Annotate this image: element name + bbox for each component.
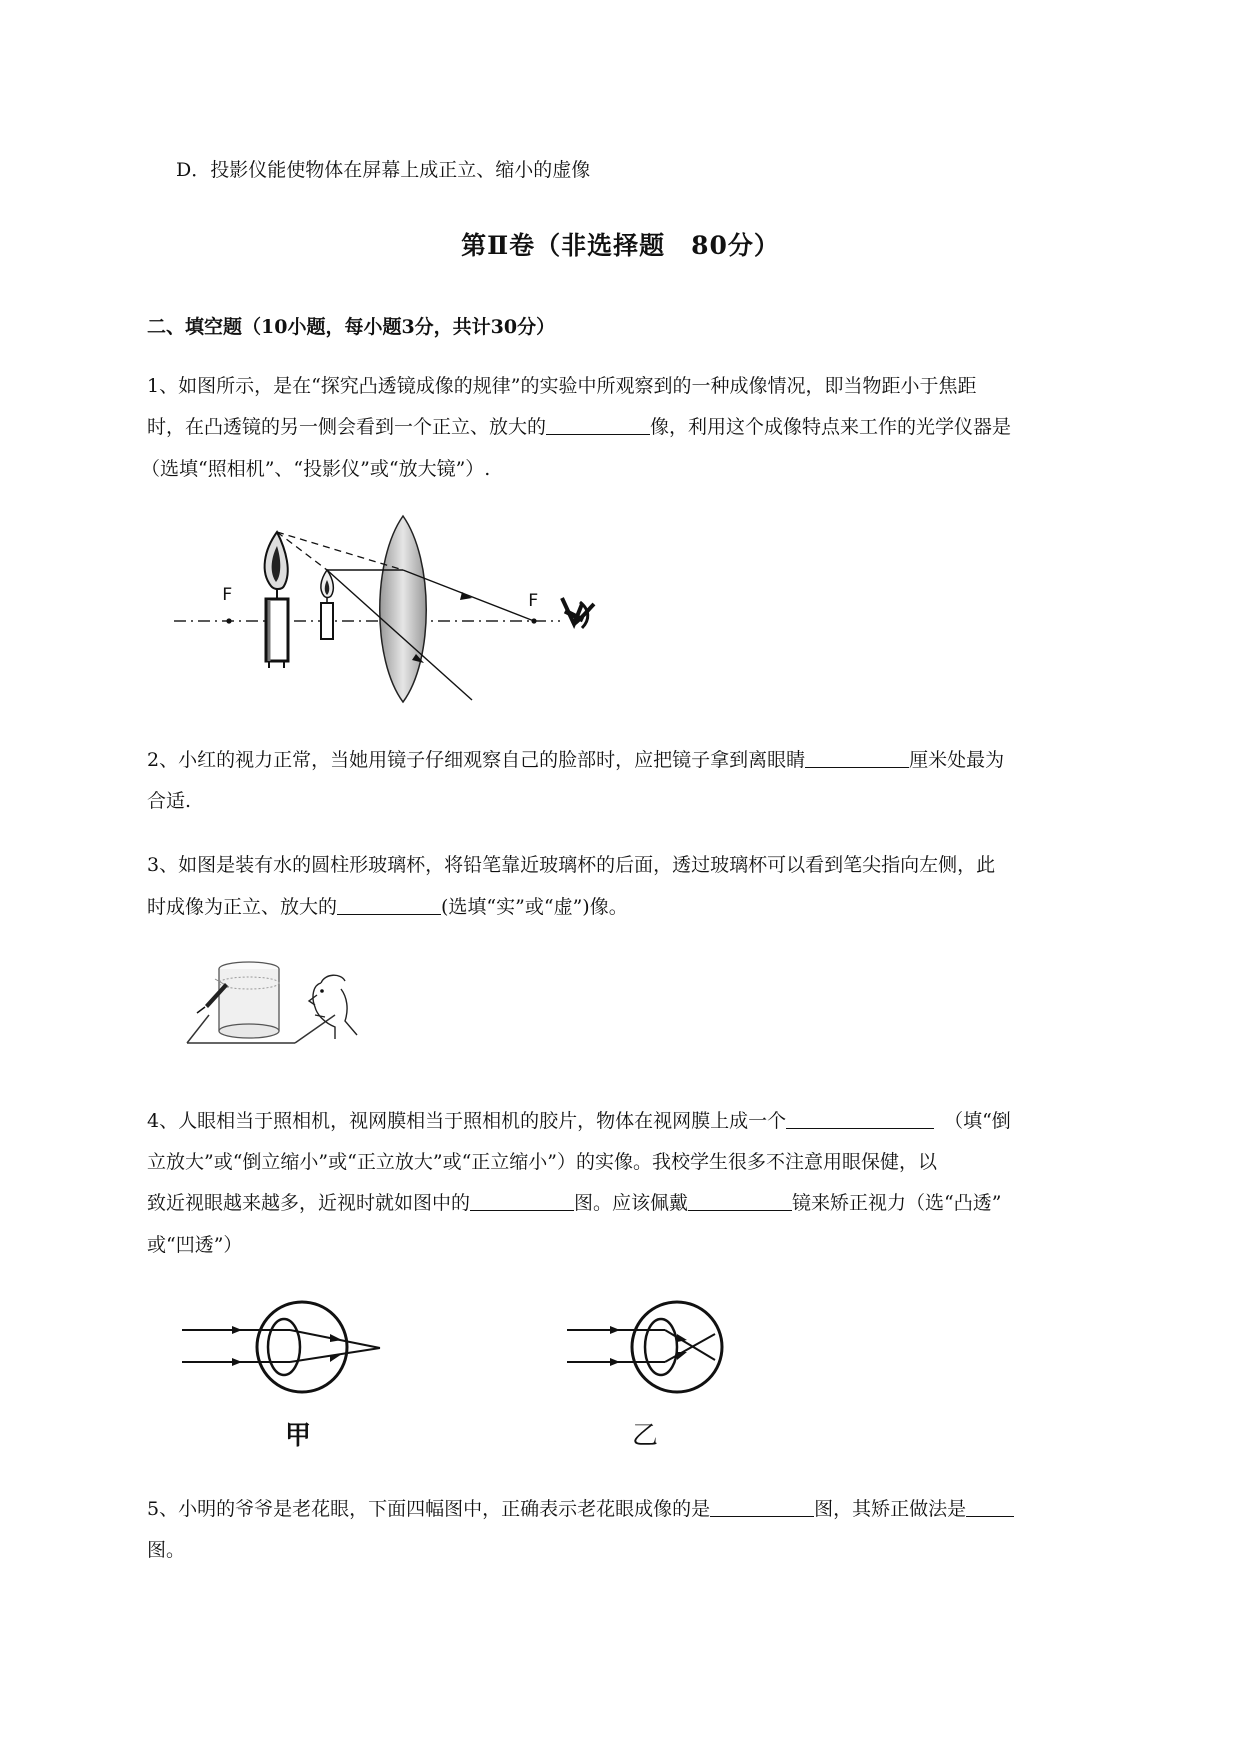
q4-line2: 立放大”或“倒立缩小”或“正立放大”或“正立缩小”）的实像。我校学生很多不注意用眼保健，以 (147, 1151, 937, 1173)
q2-line1 (147, 740, 1004, 781)
section-heading: 二、填空题（10小题，每小题3分，共计30分） (147, 316, 556, 338)
q5-blank-2[interactable] (966, 1492, 1014, 1517)
q4-line4: 或“凹透”） (147, 1234, 243, 1256)
eye-diagram-jia (180, 1290, 395, 1410)
q4-text-d: 图。应该佩戴 (574, 1192, 689, 1214)
section-title: 第Ⅱ卷（非选择题 80分） (461, 231, 780, 260)
prev-option-d: D．投影仪能使物体在屏幕上成正立、缩小的虚像 (176, 159, 591, 181)
convex-lens-figure (170, 520, 610, 705)
q3-line1: 3、如图是装有水的圆柱形玻璃杯，将铅笔靠近玻璃杯的后面，透过玻璃杯可以看到笔尖指向左侧，此 (147, 854, 996, 876)
focal-label-right: F (528, 591, 539, 611)
q4-text-e: 镜来矫正视力（选“凸透” (792, 1192, 1002, 1214)
label-yi: 乙 (632, 1421, 659, 1451)
q1-line1: 1、如图所示，是在“探究凸透镜成像的规律”的实验中所观察到的一种成像情况，即当物距小于焦距 (147, 375, 977, 397)
focal-label-left: F (222, 585, 233, 605)
q1-text-b: 像，利用这个成像特点来工作的光学仪器是 (650, 416, 1012, 438)
q5-line1 (147, 1489, 1014, 1530)
q4-text-c: 致近视眼越来越多，近视时就如图中的 (147, 1192, 471, 1214)
glass-pencil-figure (185, 955, 385, 1055)
q4-blank-2[interactable] (470, 1186, 574, 1211)
q5-text-b: 图，其矫正做法是 (814, 1498, 967, 1520)
q5-text-a: 5、小明的爷爷是老花眼，下面四幅图中，正确表示老花眼成像的是 (147, 1498, 711, 1520)
eye-diagram-yi (565, 1290, 745, 1410)
q2-blank[interactable] (805, 743, 909, 768)
q4-blank-1[interactable] (786, 1104, 934, 1129)
label-jia: 甲 (285, 1421, 312, 1451)
q4-blank-3[interactable] (688, 1186, 792, 1211)
q5-blank-1[interactable] (710, 1492, 814, 1517)
q5-line2: 图。 (147, 1539, 186, 1561)
q4-text-b: （填“倒 (944, 1110, 1011, 1132)
q2-line2: 合适. (147, 790, 192, 812)
q3-text-b: (选填“实”或“虚”)像。 (441, 896, 628, 918)
q4-text-a: 4、人眼相当于照相机，视网膜相当于照相机的胶片，物体在视网膜上成一个 (147, 1110, 787, 1132)
q3-blank[interactable] (337, 890, 441, 915)
q4-line1 (147, 1101, 1011, 1142)
q2-text-b: 厘米处最为 (909, 749, 1005, 771)
q1-blank[interactable] (546, 410, 650, 435)
q1-text-a: 时，在凸透镜的另一侧会看到一个正立、放大的 (147, 416, 547, 438)
q1-line3: （选填“照相机”、“投影仪”或“放大镜”）. (141, 458, 491, 480)
q3-text-a: 时成像为正立、放大的 (147, 896, 338, 918)
q4-line3 (147, 1183, 1001, 1224)
q2-text-a: 2、小红的视力正常，当她用镜子仔细观察自己的脸部时，应把镜子拿到离眼睛 (147, 749, 806, 771)
q1-line2 (147, 407, 1011, 448)
q3-line2 (147, 887, 628, 928)
